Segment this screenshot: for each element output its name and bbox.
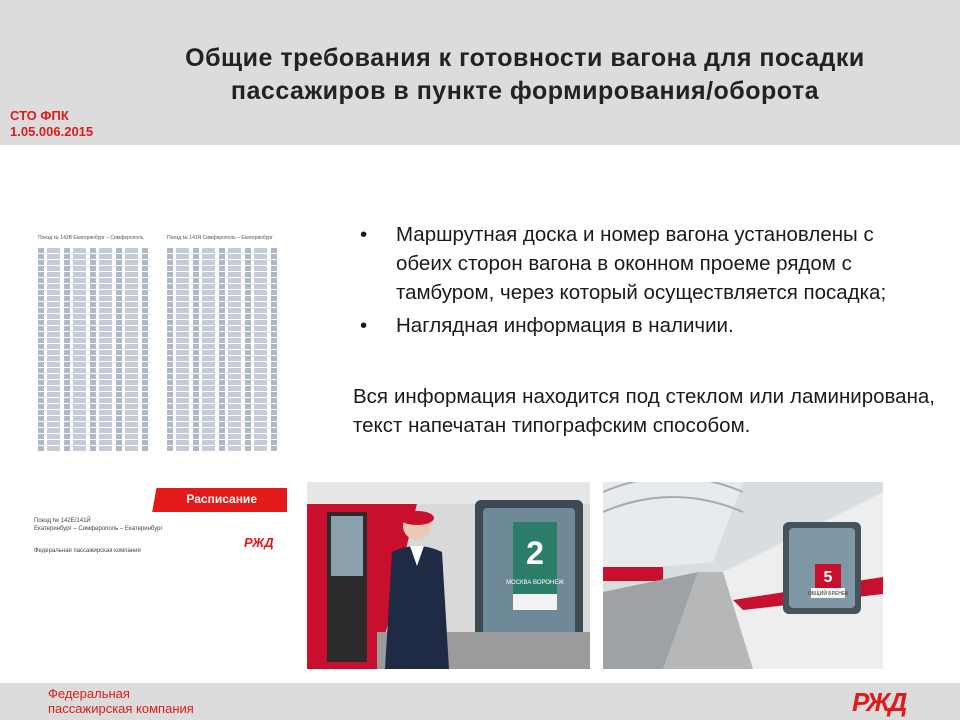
plate2-number: 5: [823, 569, 833, 586]
conductor-photo: [307, 482, 590, 669]
schedule-head-right: Поезд № 141Я Симферополь – Екатеринбург: [167, 235, 273, 241]
slide-title: [100, 42, 950, 108]
plate1-number: 2: [526, 535, 544, 571]
schedule-head-left: Поезд № 142В Екатеринбург – Симферополь: [38, 235, 144, 241]
title-line-2: пассажиров в пункте формирования/оборота: [230, 77, 820, 105]
standard-code-line-2: 1.05.006.2015: [10, 124, 94, 139]
footer-band: [0, 683, 960, 720]
schedule-rzd-logo: РЖД: [244, 535, 274, 550]
standard-code: [10, 108, 93, 140]
schedule-banner: [32, 488, 287, 512]
schedule-lines-right: [167, 248, 279, 451]
schedule-info-line-1: Поезд № 142Е/141Й: [34, 518, 91, 524]
schedule-info-line-2: Екатеринбург – Симферополь – Екатеринбург: [34, 526, 163, 532]
platform-photo: [603, 482, 883, 669]
bullet-icon: •: [360, 223, 368, 246]
schedule-banner-label: Расписание: [186, 492, 257, 506]
rzd-logo-icon: РЖД: [852, 687, 906, 717]
requirement-text: Маршрутная доска и номер вагона установлены с обеих сторон вагона в оконном проеме рядом с тамбуром, через который осуществляется посадка;: [396, 223, 887, 304]
platform-photo-illustration: [603, 482, 883, 669]
plate2-text: ОБЩИЙ БРЕНЕК: [807, 591, 849, 597]
footer-company-line-1: Федеральная: [48, 686, 130, 701]
bullet-icon: •: [360, 314, 368, 337]
requirements-list: [356, 220, 916, 344]
requirement-item: [356, 220, 916, 307]
info-paragraph: Вся информация находится под стеклом или ламинирована, текст напечатан типографским способом.: [353, 385, 935, 437]
schedule-info: [34, 517, 163, 555]
schedule-info-line-3: Федеральная пассажирская компания: [34, 548, 141, 554]
plate1-text: МОСКВА ВОРОНЕЖ: [506, 580, 564, 586]
schedule-board-image: [32, 225, 287, 570]
schedule-column-right: [167, 235, 279, 490]
schedule-column-left: [38, 235, 150, 490]
title-line-1: Общие требования к готовности вагона для посадки: [185, 44, 865, 72]
conductor-photo-illustration: [307, 482, 590, 669]
requirement-item: [356, 311, 916, 340]
footer-company-line-2: пассажирская компания: [48, 701, 194, 716]
requirement-text: Наглядная информация в наличии.: [396, 314, 734, 337]
standard-code-line-1: СТО ФПК: [10, 108, 69, 123]
schedule-lines-left: [38, 248, 150, 451]
footer-company-name: [48, 686, 194, 716]
